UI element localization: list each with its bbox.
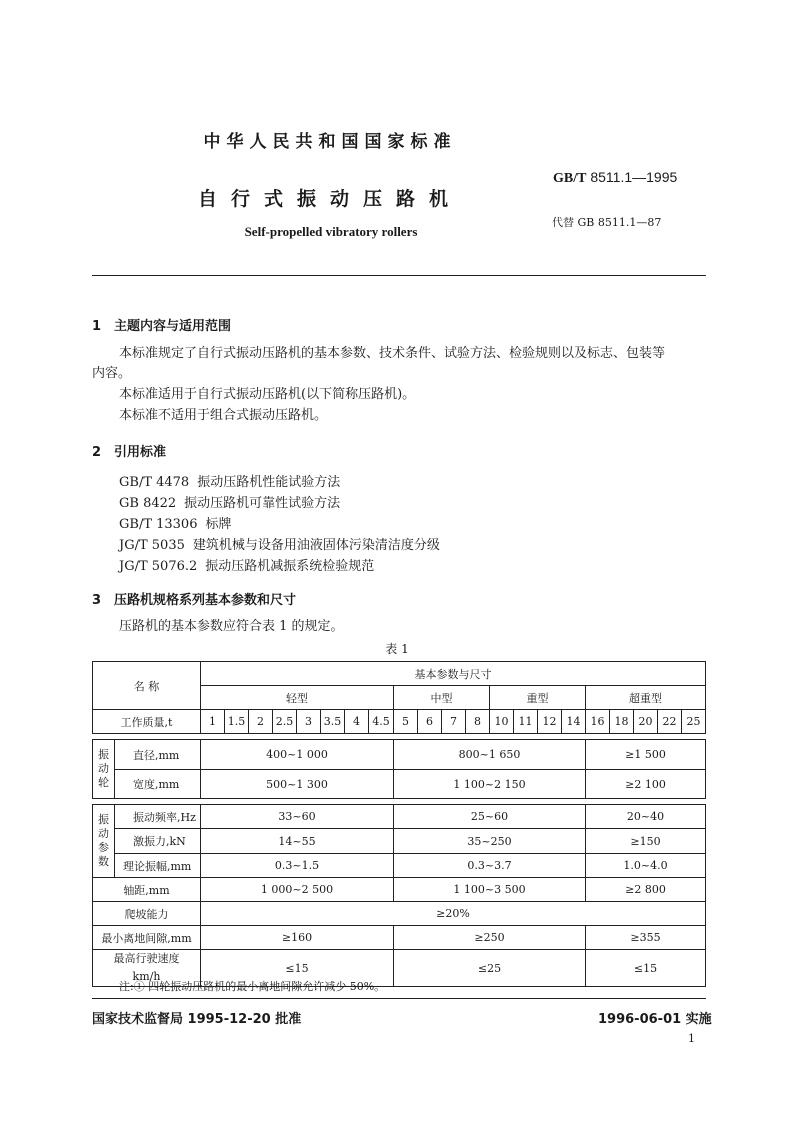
standard-code: 8511.1—1995 — [590, 169, 678, 185]
diameter-medium-heavy: 800~1 650 — [394, 740, 586, 770]
row-label-amplitude: 理论振幅,mm — [115, 854, 201, 878]
class-light: 轻型 — [201, 686, 394, 710]
row-label-clearance: 最小离地间隙,mm — [93, 926, 201, 950]
section-3-paragraph-1: 压路机的基本参数应符合表 1 的规定。 — [119, 619, 344, 634]
mass-cell: 1.5 — [225, 710, 249, 734]
mass-cell: 7 — [442, 710, 466, 734]
standard-number — [553, 169, 677, 187]
document-title-english: Self-propelled vibratory rollers — [244, 224, 418, 239]
row-label-width: 宽度,mm — [115, 770, 201, 799]
table-name-header: 名 称 — [93, 662, 201, 710]
mass-label: 工作质量,t — [93, 710, 201, 734]
table-note: 注:① 四轮振动压路机的最小离地间隙允许减少 50%。 — [119, 980, 386, 993]
section-1-paragraph-1-line-2: 内容。 — [92, 366, 132, 381]
speed-super-heavy: ≤15 — [586, 950, 706, 987]
row-label-wheelbase: 轴距,mm — [93, 878, 201, 902]
force-super-heavy: ≥150 — [586, 829, 706, 854]
reference-item — [119, 471, 348, 490]
reference-code: JG/T 5076.2 — [119, 559, 198, 574]
section-1-paragraph-2: 本标准适用于自行式振动压路机(以下简称压路机)。 — [119, 387, 416, 402]
section-3-heading — [92, 589, 296, 608]
mass-cell: 4 — [345, 710, 369, 734]
wheelbase-super-heavy: ≥2 800 — [586, 878, 706, 902]
national-standard-heading: 中华人民共和国国家标准 — [203, 132, 457, 152]
mass-cell: 12 — [538, 710, 562, 734]
mass-cell: 2.5 — [273, 710, 297, 734]
mass-cell: 18 — [610, 710, 634, 734]
force-light: 14~55 — [201, 829, 394, 854]
standard-prefix: GB/T — [553, 171, 587, 186]
frequency-medium-heavy: 25~60 — [394, 805, 586, 829]
reference-title: 建筑机械与设备用油液固体污染清洁度分级 — [192, 538, 440, 553]
mass-cell: 20 — [634, 710, 658, 734]
reference-item — [119, 555, 382, 574]
reference-item — [119, 492, 348, 511]
row-label-diameter: 直径,mm — [115, 740, 201, 770]
reference-code: JG/T 5035 — [119, 538, 185, 553]
reference-item — [119, 513, 240, 532]
section-title: 引用标准 — [114, 445, 167, 460]
approval-line: 国家技术监督局 1995-12-20 批准 — [92, 1012, 302, 1027]
wheelbase-light: 1 000~2 500 — [201, 878, 394, 902]
speed-medium-heavy: ≤25 — [394, 950, 586, 987]
section-2-heading — [92, 441, 166, 460]
reference-code: GB/T 4478 — [119, 475, 190, 490]
amplitude-super-heavy: 1.0~4.0 — [586, 854, 706, 878]
clearance-medium-heavy: ≥250 — [394, 926, 586, 950]
mass-cell: 5 — [394, 710, 418, 734]
mass-cell: 2 — [249, 710, 273, 734]
clearance-super-heavy: ≥355 — [586, 926, 706, 950]
reference-title: 振动压路机性能试验方法 — [197, 475, 341, 490]
class-super-heavy: 超重型 — [586, 686, 706, 710]
row-label-speed-line-2: km/h — [132, 970, 161, 983]
row-label-gradeability: 爬坡能力 — [93, 902, 201, 926]
group-drum-text: 振动轮 — [98, 748, 109, 789]
mass-cell: 10 — [490, 710, 514, 734]
section-1-heading — [92, 315, 231, 334]
table-group-header: 基本参数与尺寸 — [201, 662, 706, 686]
implementation-date: 1996-06-01 实施 — [598, 1012, 712, 1027]
row-label-speed-line-1: 最高行驶速度 — [113, 952, 180, 965]
section-number: 3 — [92, 593, 102, 608]
mass-cell: 14 — [562, 710, 586, 734]
mass-cell: 1 — [201, 710, 225, 734]
width-super-heavy: ≥2 100 — [586, 770, 706, 799]
mass-cell: 3 — [297, 710, 321, 734]
amplitude-medium-heavy: 0.3~3.7 — [394, 854, 586, 878]
force-medium-heavy: 35~250 — [394, 829, 586, 854]
group-vibration-text: 振动参数 — [98, 813, 109, 868]
frequency-super-heavy: 20~40 — [586, 805, 706, 829]
mass-cell: 16 — [586, 710, 610, 734]
group-vibration-label — [93, 805, 115, 878]
mass-cell: 25 — [682, 710, 706, 734]
reference-title: 振动压路机减振系统检验规范 — [205, 559, 375, 574]
group-drum-label — [93, 740, 115, 799]
reference-title: 振动压路机可靠性试验方法 — [184, 496, 341, 511]
footer-divider — [92, 998, 706, 999]
reference-code: GB/T 13306 — [119, 517, 198, 532]
diameter-super-heavy: ≥1 500 — [586, 740, 706, 770]
section-1-paragraph-3: 本标准不适用于组合式振动压路机。 — [119, 408, 328, 423]
section-1-paragraph-1-line-1: 本标准规定了自行式振动压路机的基本参数、技术条件、试验方法、检验规则以及标志、包装等 — [119, 346, 666, 361]
width-medium-heavy: 1 100~2 150 — [394, 770, 586, 799]
speed-light: ≤15 — [201, 950, 394, 987]
document-title-chinese: 自行式振动压路机 — [197, 188, 462, 210]
amplitude-light: 0.3~1.5 — [201, 854, 394, 878]
section-number: 2 — [92, 445, 102, 460]
table-caption: 表 1 — [385, 642, 409, 656]
gradeability-value: ≥20% — [201, 902, 706, 926]
wheelbase-medium-heavy: 1 100~3 500 — [394, 878, 586, 902]
row-label-force: 激振力,kN — [115, 829, 201, 854]
clearance-light: ≥160 — [201, 926, 394, 950]
section-title: 主题内容与适用范围 — [114, 319, 232, 334]
class-medium: 中型 — [394, 686, 490, 710]
mass-cell: 4.5 — [369, 710, 394, 734]
parameters-table — [92, 661, 706, 987]
reference-code: GB 8422 — [119, 496, 177, 511]
class-heavy: 重型 — [490, 686, 586, 710]
section-title: 压路机规格系列基本参数和尺寸 — [114, 593, 297, 608]
mass-cell: 8 — [466, 710, 490, 734]
header-divider — [92, 275, 706, 276]
mass-cell: 22 — [658, 710, 682, 734]
frequency-light: 33~60 — [201, 805, 394, 829]
width-light: 500~1 300 — [201, 770, 394, 799]
reference-title: 标牌 — [205, 517, 232, 532]
mass-cell: 11 — [514, 710, 538, 734]
reference-item — [119, 534, 448, 553]
row-label-frequency: 振动频率,Hz — [115, 805, 201, 829]
mass-cell: 6 — [418, 710, 442, 734]
mass-cell: 3.5 — [321, 710, 345, 734]
page-number: 1 — [688, 1032, 695, 1045]
replaces-standard: 代替 GB 8511.1—87 — [552, 216, 662, 229]
diameter-light: 400~1 000 — [201, 740, 394, 770]
section-number: 1 — [92, 319, 102, 334]
